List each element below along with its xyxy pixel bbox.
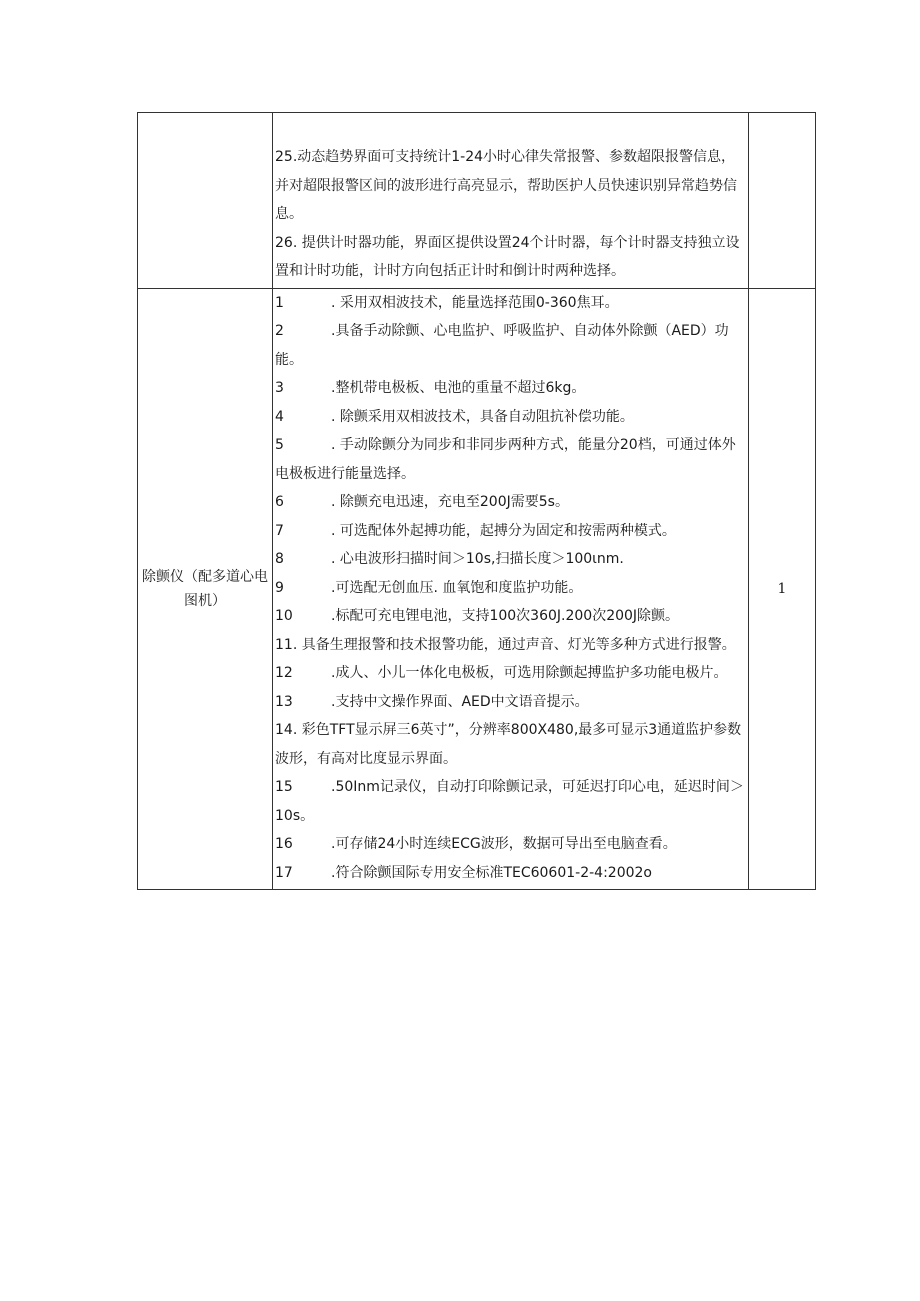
spec-item-text: .符合除颤国际专用安全标准TEC60601-2-4:2002o: [331, 864, 652, 881]
spec-item-number: 8: [275, 551, 284, 567]
spec-item: [275, 659, 745, 688]
spec-item: [275, 574, 745, 603]
spec-item-text: .50Inm记录仪，自动打印除颤记录，可延迟打印心电，延迟时间＞10s。: [275, 779, 744, 824]
spec-cell: [273, 113, 749, 289]
spec-item: [275, 289, 745, 318]
spec-item-text: . 除颤采用双相波技术，具备自动阻抗补偿功能。: [331, 408, 634, 425]
spec-item-text: .具备手动除颤、心电监护、呼吸监护、自动体外除颤（AED）功能。: [275, 323, 729, 368]
spec-item: [275, 374, 745, 403]
spec-item-text: .支持中文操作界面、AED中文语音提示。: [331, 693, 589, 710]
spec-item-number: 12: [275, 665, 293, 681]
spec-item: [275, 773, 745, 830]
spec-item-number: 7: [275, 522, 284, 539]
spec-item: [275, 488, 745, 517]
spec-item: [275, 688, 745, 717]
spec-item-number: 5: [275, 437, 284, 453]
spec-item-text: . 除颤充电迅速，充电至200J需要5s。: [331, 494, 569, 510]
spec-item: [275, 431, 745, 488]
equipment-spec-table: [137, 112, 816, 890]
spec-item-number: 6: [275, 494, 284, 510]
spec-item: 11. 具备生理报警和技术报警功能，通过声音、灯光等多种方式进行报警。: [275, 636, 736, 653]
quantity-cell: 1: [749, 288, 816, 890]
spec-item-number: 9: [275, 579, 284, 596]
spec-item: [275, 830, 745, 859]
spec-item: [275, 317, 745, 374]
spec-item: [275, 859, 745, 888]
device-name-cell: 除颤仪（配多道心电图机）: [138, 288, 273, 890]
spec-item-text: . 心电波形扫描时间＞10s,扫描长度＞100ιnm.: [331, 551, 624, 567]
spec-item-number: 13: [275, 693, 293, 710]
spec-item-text: .成人、小儿一体化电极板，可选用除颤起搏监护多功能电极片。: [331, 665, 728, 681]
quantity-cell: [749, 113, 816, 289]
spec-item: [275, 602, 745, 631]
spec-item-number: 16: [275, 836, 293, 852]
spec-item-number: 3: [275, 380, 284, 396]
device-name-cell: [138, 113, 273, 289]
spec-item-text: . 手动除颤分为同步和非同步两种方式，能量分20档，可通过体外电极板进行能量选择。: [275, 437, 736, 482]
spec-item: 25.动态趋势界面可支持统计1-24小时心律失常报警、参数超限报警信息，并对超限报警区间的波形进行高亮显示，帮助医护人员快速识别异常趋势信息。: [275, 149, 737, 222]
spec-item-number: 4: [275, 408, 284, 425]
spec-item: [275, 545, 745, 574]
spec-item: 26. 提供计时器功能，界面区提供设置24个计时器，每个计时器支持独立设置和计时功能，计时方向包括正计时和倒计时两种选择。: [275, 234, 740, 279]
spec-cell: [273, 288, 749, 890]
spec-item-number: 10: [275, 608, 293, 624]
spec-item-number: 17: [275, 864, 293, 881]
spec-item: 14. 彩色TFT显示屏三6英寸”，分辨率800X480,最多可显示3通道监护参数波形，有高对比度显示界面。: [275, 722, 742, 767]
spec-item: [275, 403, 745, 432]
spec-item-text: .整机带电极板、电池的重量不超过6kg。: [331, 380, 586, 396]
spec-item-number: 1: [275, 294, 284, 311]
spec-item-text: . 可选配体外起搏功能，起搏分为固定和按需两种模式。: [331, 522, 676, 539]
table-row: [138, 288, 816, 890]
spec-item-number: 15: [275, 779, 293, 795]
spec-item-text: .标配可充电锂电池，支持100次360J.200次200J除颤。: [331, 608, 680, 624]
spec-item: [275, 517, 745, 546]
spec-item-number: 2: [275, 323, 284, 339]
spec-item-text: .可选配无创血压. 血氧饱和度监护功能。: [331, 579, 583, 596]
spec-item-text: . 采用双相波技术，能量选择范围0-360焦耳。: [331, 294, 619, 311]
table-row: [138, 113, 816, 289]
spec-item-text: .可存储24小时连续ECG波形，数据可导出至电脑查看。: [331, 836, 677, 852]
